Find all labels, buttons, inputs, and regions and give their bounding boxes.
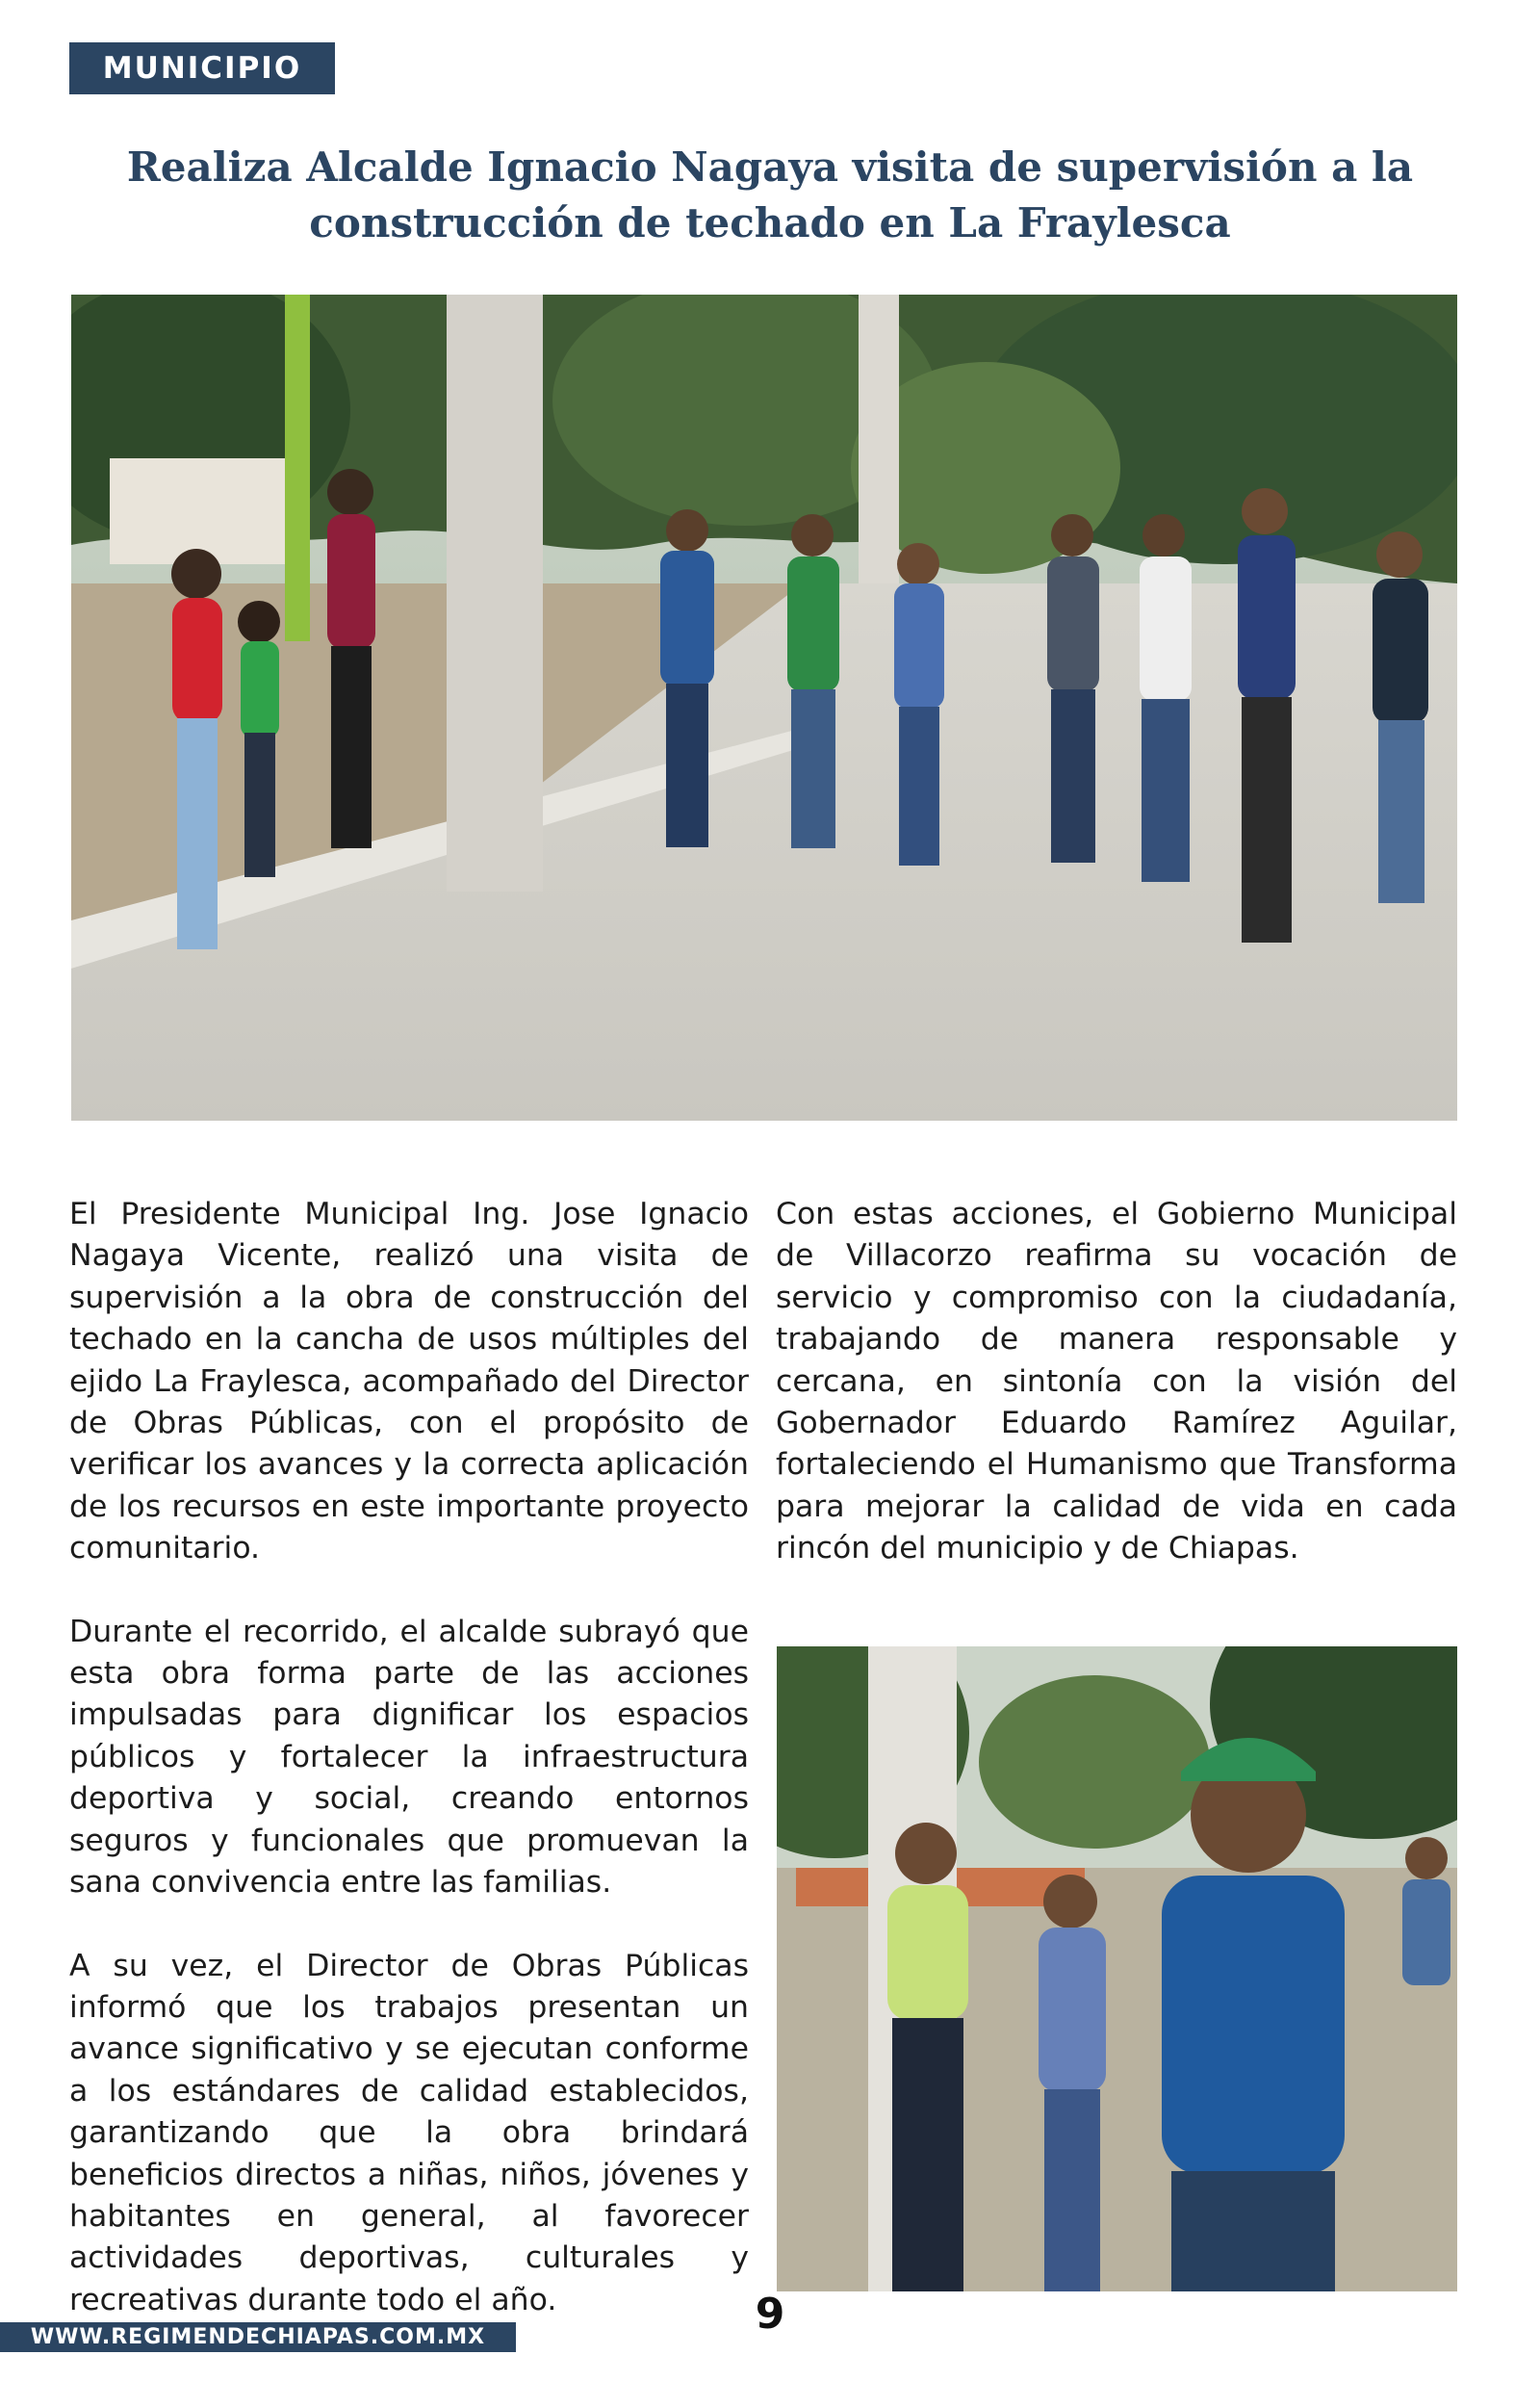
page-number: 9 <box>755 2290 785 2339</box>
article-paragraph: A su vez, el Director de Obras Públicas informó que los trabajos presentan un avance significativo y se ejecutan conforme a los estándares de calidad establecidos, garantizando que la obra brindará beneficios directos a niñas, niños, jóvenes y habitantes en general, al favorecer actividades deportivas, culturales y recreativas durante todo el año. <box>69 1948 749 2317</box>
article-column-right <box>776 1194 1457 1612</box>
footer-website: WWW.REGIMENDECHIAPAS.COM.MX <box>0 2322 516 2352</box>
secondary-photo-illustration <box>777 1646 1457 2291</box>
article-column-left <box>69 1194 749 2363</box>
article-headline <box>96 140 1444 251</box>
headline-line-2: construcción de techado en La Fraylesca <box>309 199 1231 246</box>
headline-line-1: Realiza Alcalde Ignacio Nagaya visita de supervisión a la <box>126 143 1414 191</box>
article-paragraph: El Presidente Municipal Ing. Jose Ignacio Nagaya Vicente, realizó una visita de supervisión a la obra de construcción del techado en la cancha de usos múltiples del ejido La Fraylesca, acompañado del Director de Obras Públicas, con el propósito de verificar los avances y la correcta aplicación de los recursos en este importante proyecto comunitario. <box>69 1197 749 1566</box>
section-tag: MUNICIPIO <box>69 42 335 94</box>
main-photo-illustration <box>71 295 1457 1121</box>
main-photo <box>71 295 1457 1121</box>
article-paragraph: Durante el recorrido, el alcalde subrayó que esta obra forma parte de las acciones impulsadas para dignificar los espacios públicos y fortalecer la infraestructura deportiva y social, creando entornos seguros y funcionales que promuevan la sana convivencia entre las familias. <box>69 1614 749 1901</box>
secondary-photo <box>777 1646 1457 2291</box>
article-paragraph: Con estas acciones, el Gobierno Municipal de Villacorzo reafirma su vocación de servicio y compromiso con la ciudadanía, trabajando de manera responsable y cercana, en sintonía con la visión del Gobernador Eduardo Ramírez Aguilar, fortaleciendo el Humanismo que Transforma para mejorar la calidad de vida en cada rincón del municipio y de Chiapas. <box>776 1197 1457 1566</box>
